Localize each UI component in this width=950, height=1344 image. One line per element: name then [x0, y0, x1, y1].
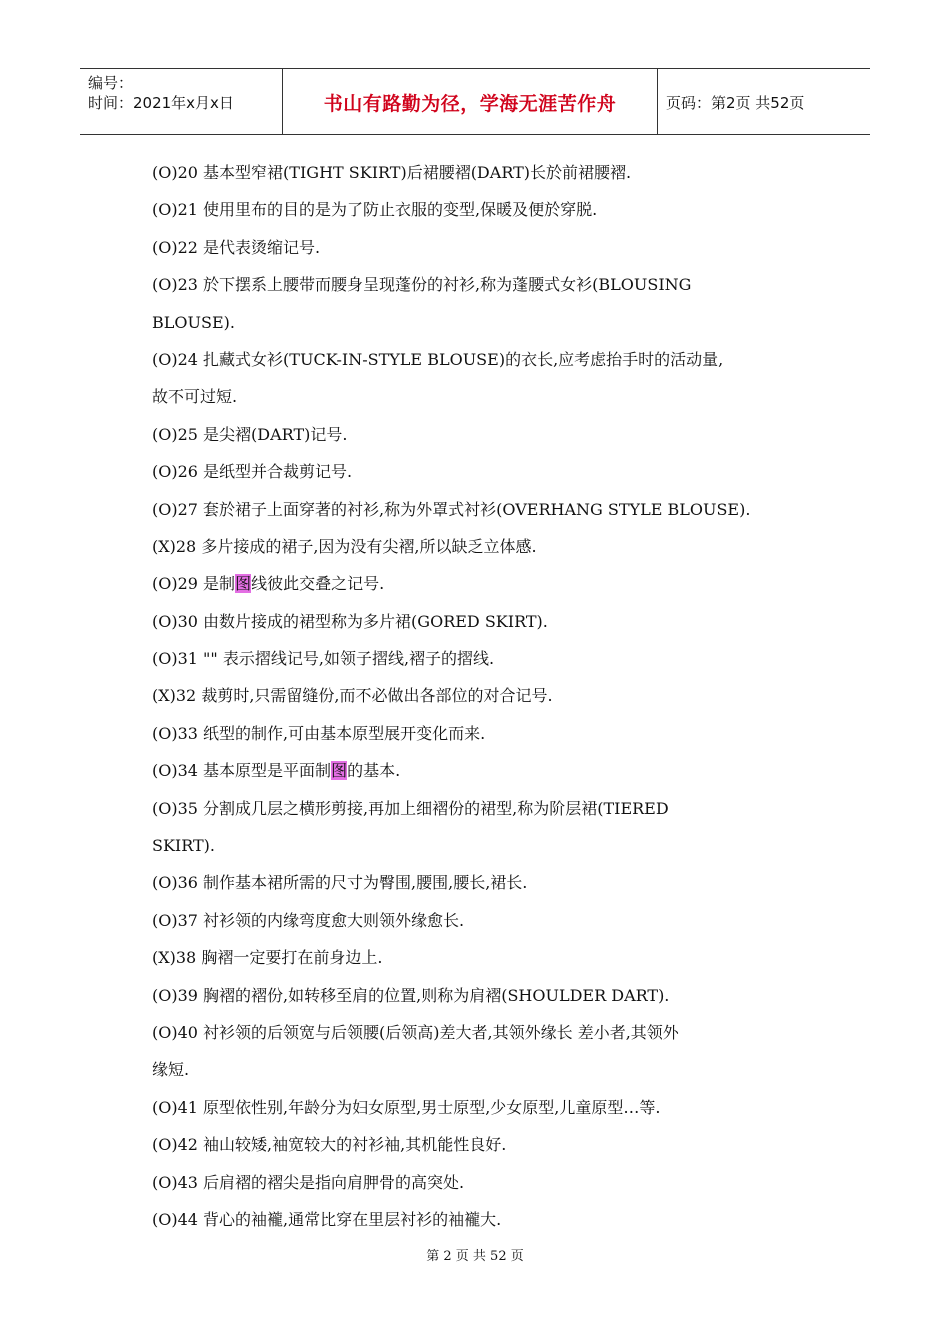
- line-text: (O)44 背心的袖襱,通常比穿在里层衬衫的袖襱大.: [152, 1209, 502, 1229]
- line-text: (O)27 套於裙子上面穿著的衬衫,称为外罩式衬衫(OVERHANG STYLE BLOUSE).: [152, 499, 751, 519]
- text-line: [152, 154, 812, 191]
- motto-text: 书山有路勤为径，学海无涯苦作舟: [323, 92, 617, 115]
- text-line: [152, 1014, 812, 1051]
- line-text: (O)35 分割成几层之横形剪接,再加上细褶份的裙型,称为阶层裙(TIERED: [152, 798, 669, 818]
- line-text: 缘短.: [152, 1060, 190, 1080]
- text-line: [152, 565, 812, 602]
- text-line: [152, 939, 812, 976]
- page-info: 页码：第2页 共52页: [666, 93, 805, 112]
- line-text: (X)28 多片接成的裙子,因为没有尖褶,所以缺乏立体感.: [152, 536, 537, 556]
- text-line: [152, 640, 812, 677]
- line-text-continued: 线彼此交叠之记号.: [251, 574, 385, 594]
- text-line: [152, 1126, 812, 1163]
- text-line: [152, 902, 812, 939]
- line-text: (X)38 胸褶一定要打在前身边上.: [152, 948, 383, 968]
- line-text: (O)26 是纸型并合裁剪记号.: [152, 462, 353, 482]
- text-line: [152, 864, 812, 901]
- serial-label: 编号：: [88, 74, 134, 92]
- line-text: (O)23 於下摆系上腰带而腰身呈现蓬份的衬衫,称为蓬腰式女衫(BLOUSING: [152, 275, 692, 295]
- text-line: [152, 1164, 812, 1201]
- text-line: [152, 1051, 812, 1088]
- text-line: [152, 528, 812, 565]
- highlighted-word: 图: [331, 761, 348, 781]
- text-line: [152, 304, 812, 341]
- text-line: [152, 229, 812, 266]
- line-text: (O)21 使用里布的目的是为了防止衣服的变型,保暖及便於穿脱.: [152, 200, 598, 220]
- line-text: (O)29 是制: [152, 574, 236, 594]
- highlighted-word: 图: [235, 574, 252, 594]
- line-text: (O)30 由数片接成的裙型称为多片裙(GORED SKIRT).: [152, 611, 548, 631]
- text-line: [152, 977, 812, 1014]
- page-header: [80, 68, 870, 135]
- line-text: (O)43 后肩褶的褶尖是指向肩胛骨的高突处.: [152, 1172, 465, 1192]
- line-text: (O)22 是代表烫缩记号.: [152, 237, 321, 257]
- line-text: (O)33 纸型的制作,可由基本原型展开变化而来.: [152, 723, 486, 743]
- line-text: (O)24 扎藏式女衫(TUCK-IN-STYLE BLOUSE)的衣长,应考虑抬手时的活动量,: [152, 349, 724, 369]
- text-line: [152, 378, 812, 415]
- text-line: [152, 416, 812, 453]
- line-text: (O)25 是尖褶(DART)记号.: [152, 424, 348, 444]
- line-text: SKIRT).: [152, 836, 215, 856]
- text-line: [152, 790, 812, 827]
- text-line: [152, 1089, 812, 1126]
- text-line: [152, 603, 812, 640]
- line-text: (O)20 基本型窄裙(TIGHT SKIRT)后裙腰褶(DART)长於前裙腰褶.: [152, 163, 632, 182]
- text-line: [152, 1201, 812, 1238]
- date-label: 时间：2021年x月x日: [88, 94, 234, 112]
- line-text-continued: 的基本.: [347, 761, 401, 781]
- header-page-cell: [658, 69, 870, 135]
- line-text: (O)37 衬衫领的内缘弯度愈大则领外缘愈长.: [152, 910, 465, 930]
- line-text: 故不可过短.: [152, 387, 238, 407]
- text-line: [152, 453, 812, 490]
- footer-page-number: 第 2 页 共 52 页: [426, 1249, 524, 1264]
- header-meta-cell: [80, 69, 282, 135]
- line-text: (O)31 "" 表示摺线记号,如领子摺线,褶子的摺线.: [152, 649, 495, 669]
- page-footer: [0, 1248, 950, 1266]
- text-line: [152, 677, 812, 714]
- document-body: [152, 154, 812, 1238]
- line-text: (O)40 衬衫领的后领宽与后领腰(后领高)差大者,其领外缘长 差小者,其领外: [152, 1022, 679, 1042]
- line-text: (O)36 制作基本裙所需的尺寸为臀围,腰围,腰长,裙长.: [152, 873, 528, 893]
- text-line: [152, 266, 812, 303]
- line-text: (O)34 基本原型是平面制: [152, 761, 332, 781]
- text-line: [152, 715, 812, 752]
- line-text: (O)39 胸褶的褶份,如转移至肩的位置,则称为肩褶(SHOULDER DART).: [152, 985, 670, 1005]
- header-motto-cell: [282, 69, 658, 135]
- text-line: [152, 491, 812, 528]
- text-line: [152, 827, 812, 864]
- line-text: (O)41 原型依性别,年龄分为妇女原型,男士原型,少女原型,儿童原型…等.: [152, 1097, 661, 1117]
- text-line: [152, 341, 812, 378]
- line-text: (X)32 裁剪时,只需留缝份,而不必做出各部位的对合记号.: [152, 686, 553, 706]
- text-line: [152, 191, 812, 228]
- text-line: [152, 752, 812, 789]
- line-text: (O)42 袖山较矮,袖宽较大的衬衫袖,其机能性良好.: [152, 1135, 507, 1155]
- line-text: BLOUSE).: [152, 312, 235, 332]
